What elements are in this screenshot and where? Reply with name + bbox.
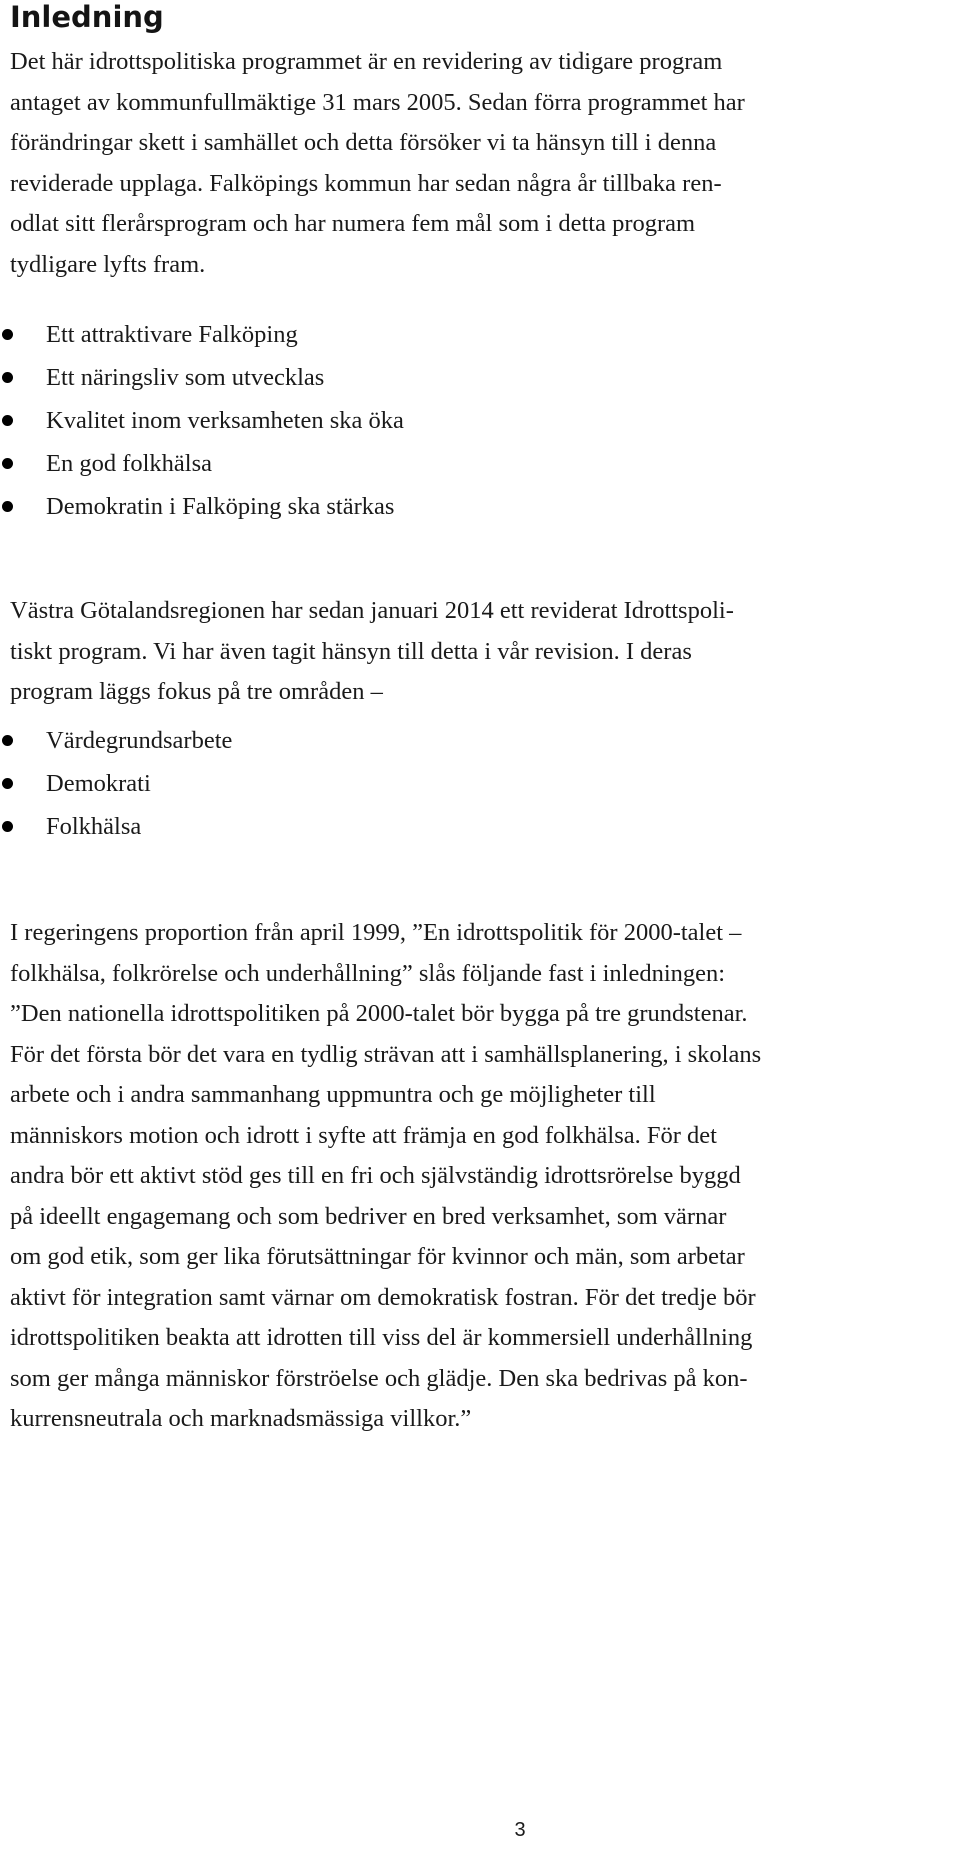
- goals-list: [0, 313, 404, 528]
- page-title: Inledning: [10, 0, 164, 34]
- region-paragraph: [10, 591, 940, 713]
- paragraph-line: aktivt för integration samt värnar om demokratisk fostran. För det tredje bör: [10, 1283, 756, 1311]
- list-item: [0, 313, 404, 356]
- bullet-icon: [2, 501, 13, 512]
- paragraph-line: I regeringens proportion från april 1999, ”En idrottspolitik för 2000-talet –: [10, 919, 742, 946]
- bullet-icon: [2, 735, 13, 746]
- bullet-icon: [2, 778, 13, 789]
- paragraph-line: odlat sitt flerårsprogram och har numera fem mål som i detta program: [10, 210, 696, 237]
- paragraph-line: på ideellt engagemang och som bedriver en bred verksamhet, som värnar: [10, 1202, 727, 1230]
- list-item: [0, 442, 404, 485]
- paragraph-line: andra bör ett aktivt stöd ges till en fri och självständig idrottsrörelse byggd: [10, 1162, 741, 1189]
- paragraph-line: som ger många människor förströelse och glädje. Den ska bedrivas på kon-: [10, 1364, 748, 1392]
- focus-areas-list: [0, 719, 232, 848]
- bullet-icon: [2, 372, 13, 383]
- paragraph-line: arbete och i andra sammanhang uppmuntra och ge möjligheter till: [10, 1081, 656, 1108]
- paragraph-line: antaget av kommunfullmäktige 31 mars 2005. Sedan förra programmet har: [10, 88, 745, 116]
- list-item-label: Kvalitet inom verksamheten ska öka: [46, 407, 404, 434]
- bullet-icon: [2, 329, 13, 340]
- list-item-label: Ett attraktivare Falköping: [46, 321, 298, 348]
- government-paragraph: [10, 913, 940, 1440]
- paragraph-line: kurrensneutrala och marknadsmässiga villkor.”: [10, 1405, 472, 1432]
- bullet-icon: [2, 415, 13, 426]
- paragraph-line: idrottspolitiken beakta att idrotten till viss del är kommersiell underhållning: [10, 1324, 753, 1351]
- paragraph-line: tydligare lyfts fram.: [10, 250, 206, 278]
- list-item: [0, 356, 404, 399]
- list-item: [0, 805, 232, 848]
- paragraph-line: För det första bör det vara en tydlig strävan att i samhällsplanering, i skolans: [10, 1040, 762, 1068]
- list-item: [0, 399, 404, 442]
- list-item-label: Demokratin i Falköping ska stärkas: [46, 493, 395, 520]
- paragraph-line: tiskt program. Vi har även tagit hänsyn till detta i vår revision. I deras: [10, 637, 692, 665]
- list-item-label: En god folkhälsa: [46, 450, 213, 477]
- paragraph-line: reviderade upplaga. Falköpings kommun har sedan några år tillbaka ren-: [10, 169, 722, 197]
- list-item-label: Demokrati: [46, 770, 151, 797]
- list-item: [0, 485, 404, 528]
- list-item: [0, 719, 232, 762]
- paragraph-line: program läggs fokus på tre områden –: [10, 678, 383, 705]
- page-number: 3: [514, 1819, 526, 1841]
- paragraph-line: förändringar skett i samhället och detta försöker vi ta hänsyn till i denna: [10, 129, 717, 156]
- intro-paragraph: [10, 42, 940, 285]
- bullet-icon: [2, 821, 13, 832]
- paragraph-line: Det här idrottspolitiska programmet är en revidering av tidigare program: [10, 48, 723, 75]
- paragraph-line: ”Den nationella idrottspolitiken på 2000-talet bör bygga på tre grundstenar.: [10, 1000, 748, 1027]
- list-item-label: Folkhälsa: [46, 813, 142, 840]
- paragraph-line: folkhälsa, folkrörelse och underhållning” slås följande fast i inledningen:: [10, 959, 726, 987]
- list-item: [0, 762, 232, 805]
- bullet-icon: [2, 458, 13, 469]
- paragraph-line: om god etik, som ger lika förutsättningar för kvinnor och män, som arbetar: [10, 1243, 745, 1270]
- list-item-label: Värdegrundsarbete: [46, 727, 233, 754]
- paragraph-line: människors motion och idrott i syfte att främja en god folkhälsa. För det: [10, 1121, 717, 1149]
- paragraph-line: Västra Götalandsregionen har sedan januari 2014 ett reviderat Idrottspoli-: [10, 597, 734, 624]
- list-item-label: Ett näringsliv som utvecklas: [46, 364, 325, 391]
